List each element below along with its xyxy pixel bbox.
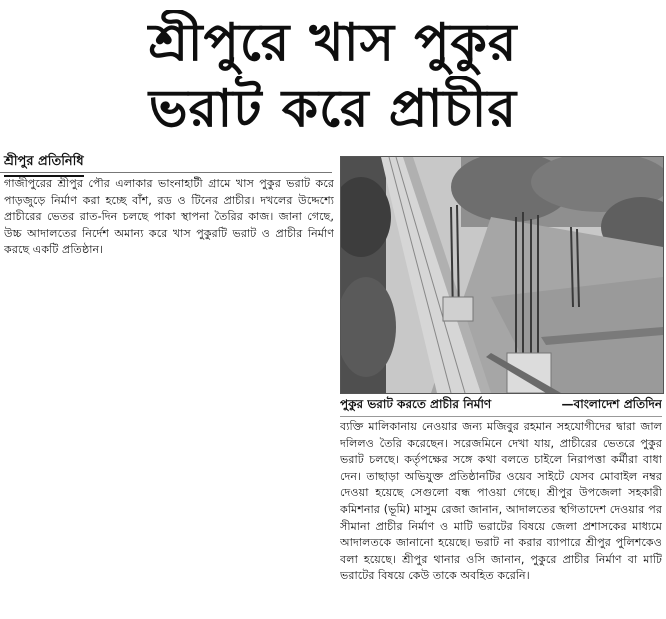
article-body-right-column: [340, 416, 662, 619]
byline-divider: [0, 172, 332, 173]
article-photo: [340, 156, 664, 394]
article-paragraph: গাজীপুরের শ্রীপুর পৌর এলাকার ভাংনাহাটী গ্রামে খাস পুকুর ভরাট করে পাড়জুড়ে নির্মাণ করা হচ্ছে বাঁশ, রড ও টিনের প্রাচীর। দখলের উদ্দেশ্যে প্রাচীরের ভেতর রাত-দিন চলছে পাকা স্থাপনা তৈরির কাজ। জানা গেছে, উচ্চ আদালতের নির্দেশ অমান্য করে খাস পুকুরটি ভরাট ও প্রাচীর নির্মাণ করছে একটি প্রতিষ্ঠান।: [4, 177, 334, 257]
headline-line-1: শ্রীপুরে খাস পুকুর: [148, 13, 518, 73]
photo-credit: —বাংলাদেশ প্রতিদিন: [561, 397, 662, 411]
article-paragraph: ব্যক্তি মালিকানায় নেওয়ার জন্য মজিবুর রহমান সহযোগীদের দ্বারা জাল দলিলও তৈরি করেছেন। সরেজমিনে দেখা যায়, প্রাচীরের ভেতরে পুকুর ভরাট চলছে। কর্তৃপক্ষের সঙ্গে কথা বলতে চাইলে নিরাপত্তা কর্মীরা বাধা দেন। তাছাড়া অভিযুক্ত প্রতিষ্ঠানটির ওয়েব সাইটে যেসব মোবাইল নম্বর দেওয়া হয়েছে সেগুলো বন্ধ পাওয়া গেছে। শ্রীপুর উপজেলা সহকারী কমিশনার (ভূমি) মাসুম রেজা জানান, আদালতের স্থগিতাদেশ দেওয়ার পর সীমানা প্রাচীর নির্মাণ ও মাটি ভরাটের বিষয়ে জেলা প্রশাসকের মাধ্যমে আদালতকে জানানো হয়েছে। ভরাট না করার ব্যাপারে শ্রীপুর পুলিশকেও বলা হয়েছে। শ্রীপুর থানার ওসি জানান, পুকুরে প্রাচীর নির্মাণ বা মাটি ভরাটের বিষয়ে কেউ তাকে অবহিত করেনি।: [340, 420, 662, 583]
photo-caption-bar: [340, 396, 662, 414]
headline: [0, 0, 666, 148]
photo-caption: পুকুর ভরাট করতে প্রাচীর নির্মাণ: [340, 397, 492, 411]
article-body-left-column: [4, 176, 334, 616]
byline: শ্রীপুর প্রতিনিধি: [4, 152, 84, 177]
construction-wall-photo: [341, 157, 663, 393]
headline-line-2: ভরাট করে প্রাচীর: [148, 79, 518, 139]
